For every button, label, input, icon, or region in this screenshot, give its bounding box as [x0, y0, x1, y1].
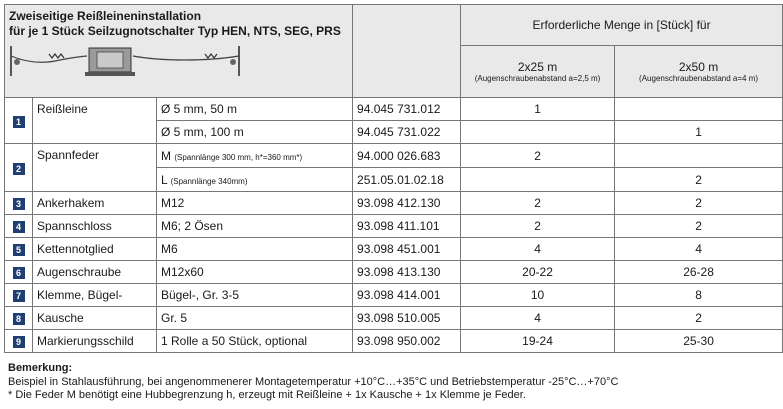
qty-50m: 1: [615, 121, 783, 144]
item-name: Spannschloss: [33, 215, 157, 238]
item-number-badge: 6: [13, 267, 25, 279]
installation-illustration: [5, 40, 247, 84]
order-number: 94.045 731.012: [353, 98, 461, 121]
table-row: [5, 284, 783, 307]
qty-50m: 4: [615, 238, 783, 261]
item-name: Reißleine: [33, 98, 157, 144]
item-spec-note: (Spannlänge 340mm): [170, 176, 248, 186]
item-number-badge: 4: [13, 221, 25, 233]
qty-50m: 8: [615, 284, 783, 307]
title-line-1: Zweiseitige Reißleineninstallation: [9, 9, 202, 23]
parts-table: [4, 4, 783, 353]
item-number-badge: 8: [13, 313, 25, 325]
qty-25m: 4: [461, 307, 615, 330]
item-number-badge: 7: [13, 290, 25, 302]
quantity-col-50m: [615, 46, 783, 98]
table-row: [5, 215, 783, 238]
item-name: Kausche: [33, 307, 157, 330]
quantity-col-25m-sub: (Augenschraubenabstand a=2,5 m): [474, 73, 601, 83]
item-number-badge: 3: [13, 198, 25, 210]
item-name: Ankerhakem: [33, 192, 157, 215]
qty-25m: [461, 168, 615, 192]
order-number: 94.000 026.683: [353, 144, 461, 168]
item-spec: M6; 2 Ösen: [157, 215, 353, 238]
qty-50m: 2: [615, 215, 783, 238]
qty-25m: 10: [461, 284, 615, 307]
quantity-col-50m-label: 2x50 m: [678, 59, 719, 74]
item-spec: Ø 5 mm, 50 m: [157, 98, 353, 121]
table-row: [5, 98, 783, 121]
order-number: 93.098 413.130: [353, 261, 461, 284]
qty-50m: 25-30: [615, 330, 783, 353]
quantity-col-50m-sub: (Augenschraubenabstand a=4 m): [639, 73, 759, 83]
qty-50m: [615, 144, 783, 168]
item-spec: [157, 144, 353, 168]
notes-title: Bemerkung:: [8, 362, 73, 374]
table-row: [5, 307, 783, 330]
item-spec: M12: [157, 192, 353, 215]
qty-50m: 2: [615, 307, 783, 330]
qty-25m: 19-24: [461, 330, 615, 353]
table-row: [5, 192, 783, 215]
table-title: [5, 5, 352, 39]
item-spec-note: (Spannlänge 300 mm, h*=360 mm*): [174, 152, 303, 162]
qty-25m: 4: [461, 238, 615, 261]
order-number: 93.098 411.101: [353, 215, 461, 238]
item-spec: [157, 168, 353, 192]
qty-25m: 2: [461, 144, 615, 168]
qty-25m: 1: [461, 98, 615, 121]
table-row: [5, 144, 783, 168]
notes-line-2: * Die Feder M benötigt eine Hubbegrenzung h, erzeugt mit Reißleine + 1x Kausche + 1x Klemme je Feder.: [8, 389, 526, 401]
order-number: 93.098 451.001: [353, 238, 461, 261]
qty-25m: 20-22: [461, 261, 615, 284]
item-number-badge: 5: [13, 244, 25, 256]
item-number-badge: 1: [13, 116, 25, 128]
item-spec: Bügel-, Gr. 3-5: [157, 284, 353, 307]
item-name: Kettennotglied: [33, 238, 157, 261]
item-number-badge: 2: [13, 163, 25, 175]
order-number: 251.05.01.02.18: [353, 168, 461, 192]
order-number: 93.098 510.005: [353, 307, 461, 330]
qty-25m: [461, 121, 615, 144]
order-number: 93.098 950.002: [353, 330, 461, 353]
table-row: [5, 261, 783, 284]
quantity-col-25m: [461, 46, 615, 98]
item-spec: M12x60: [157, 261, 353, 284]
item-spec: Gr. 5: [157, 307, 353, 330]
item-name: Augenschraube: [33, 261, 157, 284]
item-name: Klemme, Bügel-: [33, 284, 157, 307]
qty-50m: [615, 98, 783, 121]
item-number-badge: 9: [13, 336, 25, 348]
item-spec: M6: [157, 238, 353, 261]
notes-line-1: Beispiel in Stahlausführung, bei angenommenerer Montagetemperatur +10°C…+35°C und Betriebstemperatur -25°C…+70°C: [8, 375, 619, 388]
title-line-2: für je 1 Stück Seilzugnotschalter Typ HEN, NTS, SEG, PRS: [9, 24, 341, 38]
qty-50m: 2: [615, 168, 783, 192]
qty-50m: 2: [615, 192, 783, 215]
order-number: 93.098 414.001: [353, 284, 461, 307]
notes-section: [8, 362, 618, 403]
item-spec-size: L: [161, 172, 168, 187]
order-number: 93.098 412.130: [353, 192, 461, 215]
qty-25m: 2: [461, 192, 615, 215]
table-row: [5, 330, 783, 353]
quantity-header: Erforderliche Menge in [Stück] für: [461, 5, 783, 46]
item-spec: 1 Rolle a 50 Stück, optional: [157, 330, 353, 353]
qty-50m: 26-28: [615, 261, 783, 284]
quantity-col-25m-label: 2x25 m: [517, 59, 558, 74]
qty-25m: 2: [461, 215, 615, 238]
item-name: Markierungsschild: [33, 330, 157, 353]
item-spec-size: M: [161, 148, 171, 163]
table-row: [5, 238, 783, 261]
title-cell: [5, 5, 353, 98]
item-spec: Ø 5 mm, 100 m: [157, 121, 353, 144]
order-number: 94.045 731.022: [353, 121, 461, 144]
item-name: Spannfeder: [33, 144, 157, 192]
